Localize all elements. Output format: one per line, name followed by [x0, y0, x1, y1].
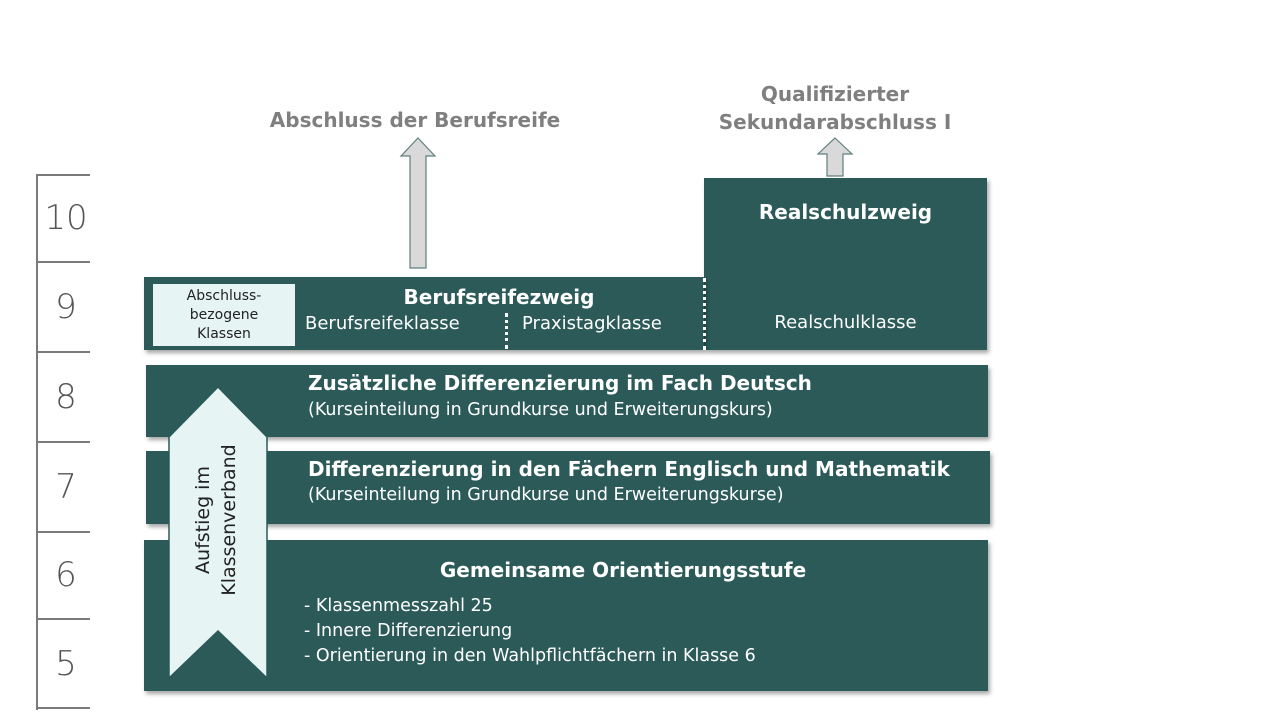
- scale-tick: [38, 174, 90, 176]
- grade7-box: [146, 451, 990, 524]
- aufstieg-line-2: Klassenverband: [218, 444, 240, 596]
- scale-tick: [38, 707, 90, 709]
- berufsreifezweig-title: Berufsreifezweig: [403, 285, 595, 309]
- outcome-sek1-line1: Qualifizierter: [760, 82, 910, 106]
- divider-dotted-zweig: [703, 278, 706, 350]
- grade-9-label: 9: [55, 287, 77, 327]
- list-item: - Klassenmesszahl 25: [304, 596, 493, 616]
- outcome-sek1-line2: Sekundarabschluss I: [718, 110, 952, 134]
- grade7-subtitle: (Kurseinteilung in Grundkurse und Erweiterungskurse): [308, 485, 784, 505]
- outcome-sekundarabschluss: [700, 80, 970, 136]
- orientierungsstufe-list: [304, 594, 756, 669]
- scale-tick: [38, 531, 90, 533]
- berufsreifezweig-box: [144, 277, 704, 350]
- list-item: - Orientierung in den Wahlpflichtfächern in Klasse 6: [304, 646, 756, 666]
- aufstieg-label: [190, 400, 246, 640]
- scale-tick: [38, 618, 90, 620]
- grade-7-label: 7: [55, 467, 77, 507]
- abschluss-line-1: Abschluss-: [186, 288, 262, 304]
- scale-tick: [38, 441, 90, 443]
- realschulzweig-box: [704, 178, 987, 350]
- orientierungsstufe-title: Gemeinsame Orientierungsstufe: [439, 558, 807, 582]
- up-arrow-berufsreife: [398, 136, 438, 272]
- aufstieg-line-1: Aufstieg im: [192, 466, 214, 574]
- berufsreifeklasse-label: Berufsreifeklasse: [305, 313, 460, 334]
- grade-5-label: 5: [55, 644, 77, 684]
- grade8-title: Zusätzliche Differenzierung im Fach Deutsch: [308, 371, 812, 395]
- divider-dotted-inner: [505, 313, 508, 349]
- list-item: - Innere Differenzierung: [304, 621, 513, 641]
- praxistagklasse-label: Praxistagklasse: [522, 313, 662, 334]
- orientierungsstufe-box: [144, 540, 988, 691]
- abschluss-line-3: Klassen: [197, 326, 251, 342]
- grade8-subtitle: (Kurseinteilung in Grundkurse und Erweiterungskurs): [308, 400, 773, 420]
- realschulzweig-title: Realschulzweig: [758, 200, 933, 224]
- abschluss-line-2: bezogene: [189, 307, 259, 323]
- scale-tick: [38, 351, 90, 353]
- grade7-title: Differenzierung in den Fächern Englisch und Mathematik: [308, 457, 950, 481]
- grade-6-label: 6: [55, 555, 77, 595]
- abschluss-klassen-box: [153, 284, 295, 346]
- grade-10-label: 10: [44, 198, 88, 238]
- grade8-box: [146, 365, 988, 437]
- up-arrow-sekundarabschluss: [815, 136, 855, 178]
- grade-8-label: 8: [55, 377, 77, 417]
- outcome-berufsreife: Abschluss der Berufsreife: [269, 108, 561, 132]
- scale-tick: [38, 261, 90, 263]
- realschulklasse-label: Realschulklasse: [774, 312, 917, 333]
